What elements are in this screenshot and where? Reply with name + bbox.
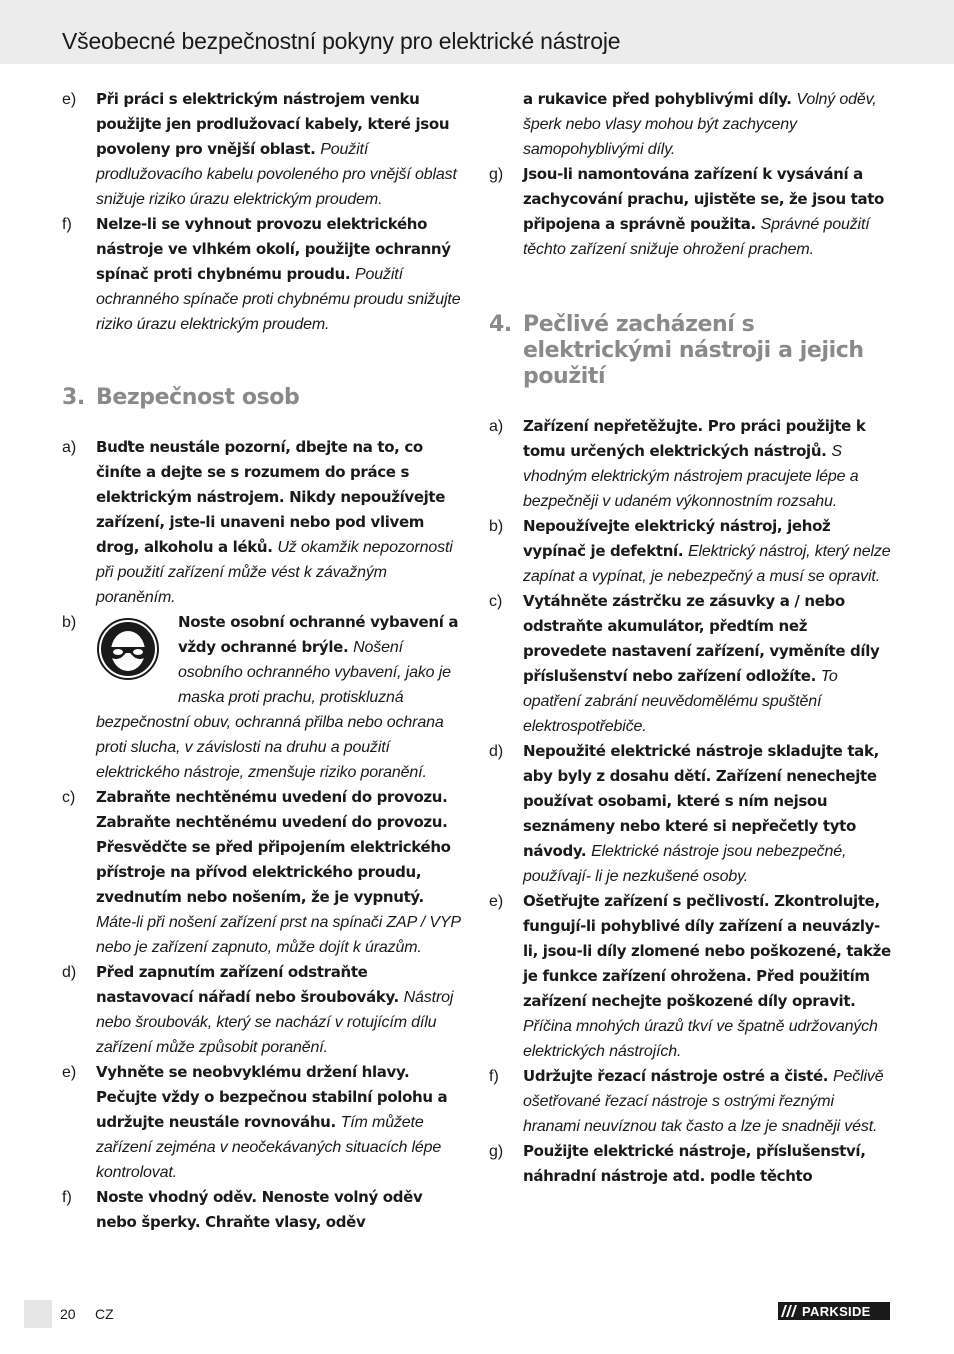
item-instruction: Buďte neustále pozorní, dbejte na to, co činíte a dejte se s rozumem do práce s elektrickým nástrojem. Nikdy nepoužívejte zařízení, jste-li unaveni nebo pod vlivem drog, alkoholu a léků.	[96, 438, 446, 556]
item-marker: c)	[489, 593, 503, 610]
item-marker: b)	[489, 518, 504, 535]
safety-goggles-icon	[96, 617, 160, 681]
list-item	[489, 589, 891, 739]
item-explanation: Volný oděv, šperk nebo vlasy mohou být zachyceny samopohyblivými díly.	[523, 91, 877, 158]
item-marker: a)	[489, 418, 504, 435]
item-instruction: Při práci s elektrickým nástrojem venku použijte jen prodlužovací kabely, které jsou povoleny pro vnější oblast.	[96, 90, 450, 158]
footer-tab-box	[24, 1300, 52, 1328]
item-explanation: Elektrické nástroje jsou nebezpečné, používají- li je nezkušené osoby.	[523, 843, 847, 885]
section-heading-3	[62, 385, 464, 411]
brand-name: PARKSIDE	[802, 1303, 871, 1319]
list-item	[62, 435, 464, 610]
item-marker: f)	[489, 1068, 499, 1085]
section-number: 4.	[489, 312, 512, 337]
item-instruction: a rukavice před pohyblivými díly.	[523, 90, 792, 108]
item-explanation: Správné použití těchto zařízení snižuje ohrožení prachem.	[523, 216, 870, 258]
list-item	[62, 212, 464, 337]
item-explanation: Už okamžik nepozornosti při použití zařízení může vést k závažným poraněním.	[96, 539, 453, 606]
item-explanation: To opatření zabrání neuvědomělému spuštění elektrospotřebiče.	[523, 668, 838, 735]
item-instruction: Noste osobní ochranné vybavení a vždy ochranné brýle.	[178, 613, 459, 656]
item-instruction: Zabraňte nechtěnému uvedení do provozu. Zabraňte nechtěnému uvedení do provozu. Přesvědčte se před připojením elektrického přístroje na přívod elektrického proudu, zvednutím nebo nošením, že je vypnutý.	[96, 788, 451, 906]
item-marker: g)	[489, 1143, 504, 1160]
list-item	[489, 1064, 891, 1139]
section-number: 3.	[62, 385, 85, 410]
item-instruction: Nepoužité elektrické nástroje skladujte tak, aby byly z dosahu dětí. Zařízení nenechejte používat osobami, které s ním nejsou seznámeny nebo které si nepřečetly tyto návody.	[523, 742, 879, 860]
left-column	[62, 87, 464, 1235]
page-header	[0, 0, 954, 64]
list-item	[62, 960, 464, 1060]
list-item	[489, 414, 891, 514]
item-instruction: Nepoužívejte elektrický nástroj, jehož vypínač je defektní.	[523, 517, 831, 560]
list-item	[489, 889, 891, 1064]
item-marker: g)	[489, 166, 504, 183]
right-column	[489, 87, 891, 1189]
section-title: Bezpečnost osob	[96, 385, 300, 410]
item-marker: f)	[62, 1189, 72, 1206]
section-title: Pečlivé zacházení s elektrickými nástroji a jejich použití	[523, 312, 864, 389]
brand-logo	[778, 1302, 890, 1320]
page-number: 20	[60, 1306, 76, 1322]
list-item	[489, 162, 891, 262]
list-item	[62, 1185, 464, 1235]
item-instruction: Vytáhněte zástrčku ze zásuvky a / nebo odstraňte akumulátor, předtím než provedete nastavení zařízení, vyměníte díly příslušenství nebo zařízení odložíte.	[523, 592, 880, 685]
item-instruction: Jsou-li namontována zařízení k vysávání a zachycování prachu, ujistěte se, že jsou tato připojena a správně použita.	[523, 165, 885, 233]
item-instruction: Použijte elektrické nástroje, příslušenství, náhradní nástroje atd. podle těchto	[523, 1142, 866, 1185]
item-instruction: Zařízení nepřetěžujte. Pro práci použijte k tomu určených elektrických nástrojů.	[523, 417, 866, 460]
item-marker: e)	[62, 91, 77, 108]
item-marker: d)	[489, 743, 504, 760]
list-item	[489, 739, 891, 889]
item-instruction: Vyhněte se neobvyklému držení hlavy. Pečujte vždy o bezpečnou stabilní polohu a udržujte neustále rovnováhu.	[96, 1063, 448, 1131]
item-instruction: Nelze-li se vyhnout provozu elektrického nástroje ve vlhkém okolí, použijte ochranný spínač proti chybnému proudu.	[96, 215, 451, 283]
item-instruction: Noste vhodný oděv. Nenoste volný oděv nebo šperky. Chraňte vlasy, oděv	[96, 1188, 423, 1231]
item-marker: f)	[62, 216, 72, 233]
item-explanation: Použití ochranného spínače proti chybnému proudu snižujte riziko úrazu elektrickým proudem.	[96, 266, 461, 333]
item-marker: a)	[62, 439, 77, 456]
item-instruction: Udržujte řezací nástroje ostré a čisté.	[523, 1067, 829, 1085]
item-marker: d)	[62, 964, 77, 981]
language-code: CZ	[95, 1306, 114, 1322]
page-title: Všeobecné bezpečnostní pokyny pro elektrické nástroje	[62, 28, 621, 54]
list-item	[489, 87, 891, 162]
item-instruction: Před zapnutím zařízení odstraňte nastavovací nářadí nebo šroubováky.	[96, 963, 399, 1006]
item-explanation: Pečlivě ošetřované řezací nástroje s ostrými řeznými hranami neuvíznou tak často a lze je snadněji vést.	[523, 1068, 884, 1135]
item-explanation: Nošení osobního ochranného vybavení, jako je maska proti prachu, protiskluzná bezpečnostní obuv, ochranná přilba nebo ochrana proti slucha, v závislosti na druhu a použití elektrického nástroje, zmenšuje riziko poranění.	[96, 639, 451, 781]
item-marker: b)	[62, 614, 77, 631]
item-explanation: Příčina mnohých úrazů tkví ve špatně udržovaných elektrických nástrojích.	[523, 1018, 878, 1060]
item-instruction: Ošetřujte zařízení s pečlivostí. Zkontrolujte, fungují-li pohyblivé díly zařízení a neuvázly-li, jsou-li díly zlomené nebo poškozené, takže je funkce zařízení ohrožena. Před použitím zařízení nechejte poškozené díly opravit.	[523, 892, 891, 1010]
list-item	[489, 1139, 891, 1189]
list-item	[62, 1060, 464, 1185]
brand-stripes-icon	[778, 1302, 800, 1320]
item-marker: e)	[489, 893, 504, 910]
section-heading-4	[489, 312, 891, 390]
item-explanation: S vhodným elektrickým nástrojem pracujete lépe a bezpečněji v udaném výkonnostním rozsahu.	[523, 443, 859, 510]
item-marker: e)	[62, 1064, 77, 1081]
item-explanation: Tím můžete zařízení zejména v neočekávaných situacích lépe kontrolovat.	[96, 1114, 442, 1181]
item-explanation: Elektrický nástroj, který nelze zapínat a vypínat, je nebezpečný a musí se opravit.	[523, 543, 891, 585]
item-explanation: Máte-li při nošení zařízení prst na spínači ZAP / VYP nebo je zařízení zapnuto, může dojít k úrazům.	[96, 914, 461, 956]
list-item	[62, 785, 464, 960]
list-item	[62, 87, 464, 212]
item-explanation: Nástroj nebo šroubovák, který se nachází v rotujícím dílu zařízení může způsobit poranění.	[96, 989, 454, 1056]
list-item	[489, 514, 891, 589]
item-explanation: Použití prodlužovacího kabelu povoleného pro vnější oblast snižuje riziko úrazu elektrickým proudem.	[96, 141, 457, 208]
list-item	[62, 610, 464, 785]
item-marker: c)	[62, 789, 76, 806]
